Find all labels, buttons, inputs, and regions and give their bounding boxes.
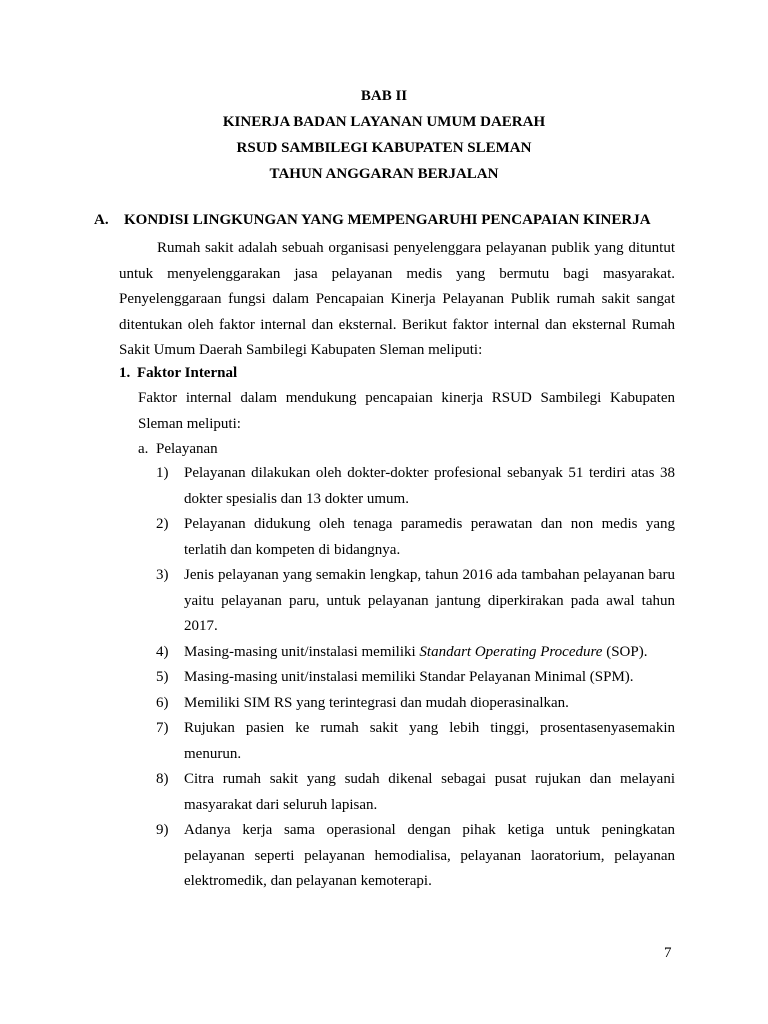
subsection-heading-text: Faktor Internal [137,365,238,381]
list-item-text-start: Masing-masing unit/instalasi memiliki [184,643,420,660]
list-item [156,767,675,818]
page-number: 7 [664,945,672,961]
list-item-text: Pelayanan dilakukan oleh dokter-dokter profesional sebanyak 51 terdiri atas 38 dokter spesialis dan 13 dokter umum. [184,465,675,507]
list-item [156,716,675,767]
subsubsection-heading-text: Pelayanan [156,441,218,457]
list-item-text: Jenis pelayanan yang semakin lengkap, tahun 2016 ada tambahan pelayanan baru yaitu pelayanan paru, untuk pelayanan jantung diperkirakan pada awal tahun 2017. [184,567,675,634]
list-item-text [184,640,675,666]
chapter-title-line-3: TAHUN ANGGARAN BERJALAN [269,166,499,182]
list-item-text: Pelayanan didukung oleh tenaga paramedis perawatan dan non medis yang terlatih dan kompeten di bidangnya. [184,516,675,558]
numbered-list [156,461,675,895]
subsection-heading [119,363,237,383]
list-item-number: 7) [156,720,169,736]
list-item-text-end: (SOP). [602,643,648,660]
chapter-title-line-1: KINERJA BADAN LAYANAN UMUM DAERAH [222,114,546,130]
list-item-number: 8) [156,771,169,787]
list-item [156,691,675,717]
list-item [156,563,675,640]
list-item-text: Citra rumah sakit yang sudah dikenal sebagai pusat rujukan dan melayani masyarakat dari seluruh lapisan. [184,771,675,813]
list-item [156,818,675,895]
section-paragraph-text: Rumah sakit adalah sebuah organisasi penyelenggara pelayanan publik yang dituntut untuk menyelenggarakan jasa pelayanan medis yang bermutu bagi masyarakat. Penyelenggaraan fungsi dalam Pencapaian Kinerja Pelayanan Publik rumah sakit sangat ditentukan oleh faktor internal dan eksternal. Berikut faktor internal dan eksternal Rumah Sakit Umum Daerah Sambilegi Kabupaten Sleman meliputi: [119,240,675,358]
list-item [156,512,675,563]
list-item-number: 1) [156,465,169,481]
subsection-number: 1. [119,365,131,381]
subsection-paragraph: Faktor internal dalam mendukung pencapaian kinerja RSUD Sambilegi Kabupaten Sleman meliputi: [138,390,675,432]
section-number: A. [94,212,109,228]
chapter-title [0,87,768,191]
list-item-number: 4) [156,643,169,660]
list-item-text: Memiliki SIM RS yang terintegrasi dan mudah dioperasinalkan. [184,694,569,711]
list-item-number: 3) [156,567,169,583]
list-item-text: Rujukan pasien ke rumah sakit yang lebih tinggi, prosentasenyasemakin menurun. [184,720,675,762]
list-item-italic-term: Standart Operating Procedure [419,643,603,660]
section-paragraph [119,236,675,364]
section-heading-text: KONDISI LINGKUNGAN YANG MEMPENGARUHI PENCAPAIAN KINERJA [124,212,651,228]
list-item [156,665,675,691]
chapter-number: BAB II [360,88,408,104]
list-item-number: 2) [156,516,169,532]
list-item-text: Masing-masing unit/instalasi memiliki Standar Pelayanan Minimal (SPM). [184,669,634,685]
chapter-title-line-2: RSUD SAMBILEGI KABUPATEN SLEMAN [236,140,532,156]
subsubsection-letter: a. [138,441,149,457]
list-item [156,461,675,512]
subsubsection-heading [138,439,218,459]
list-item-text: Adanya kerja sama operasional dengan pihak ketiga untuk peningkatan pelayanan seperti pelayanan hemodialisa, pelayanan laoratorium, pelayanan elektromedik, dan pelayanan kemoterapi. [184,822,675,889]
list-item-number: 5) [156,669,169,685]
section-heading [94,211,651,229]
list-item-number: 6) [156,694,169,711]
list-item [156,640,675,666]
list-item-number: 9) [156,822,169,838]
